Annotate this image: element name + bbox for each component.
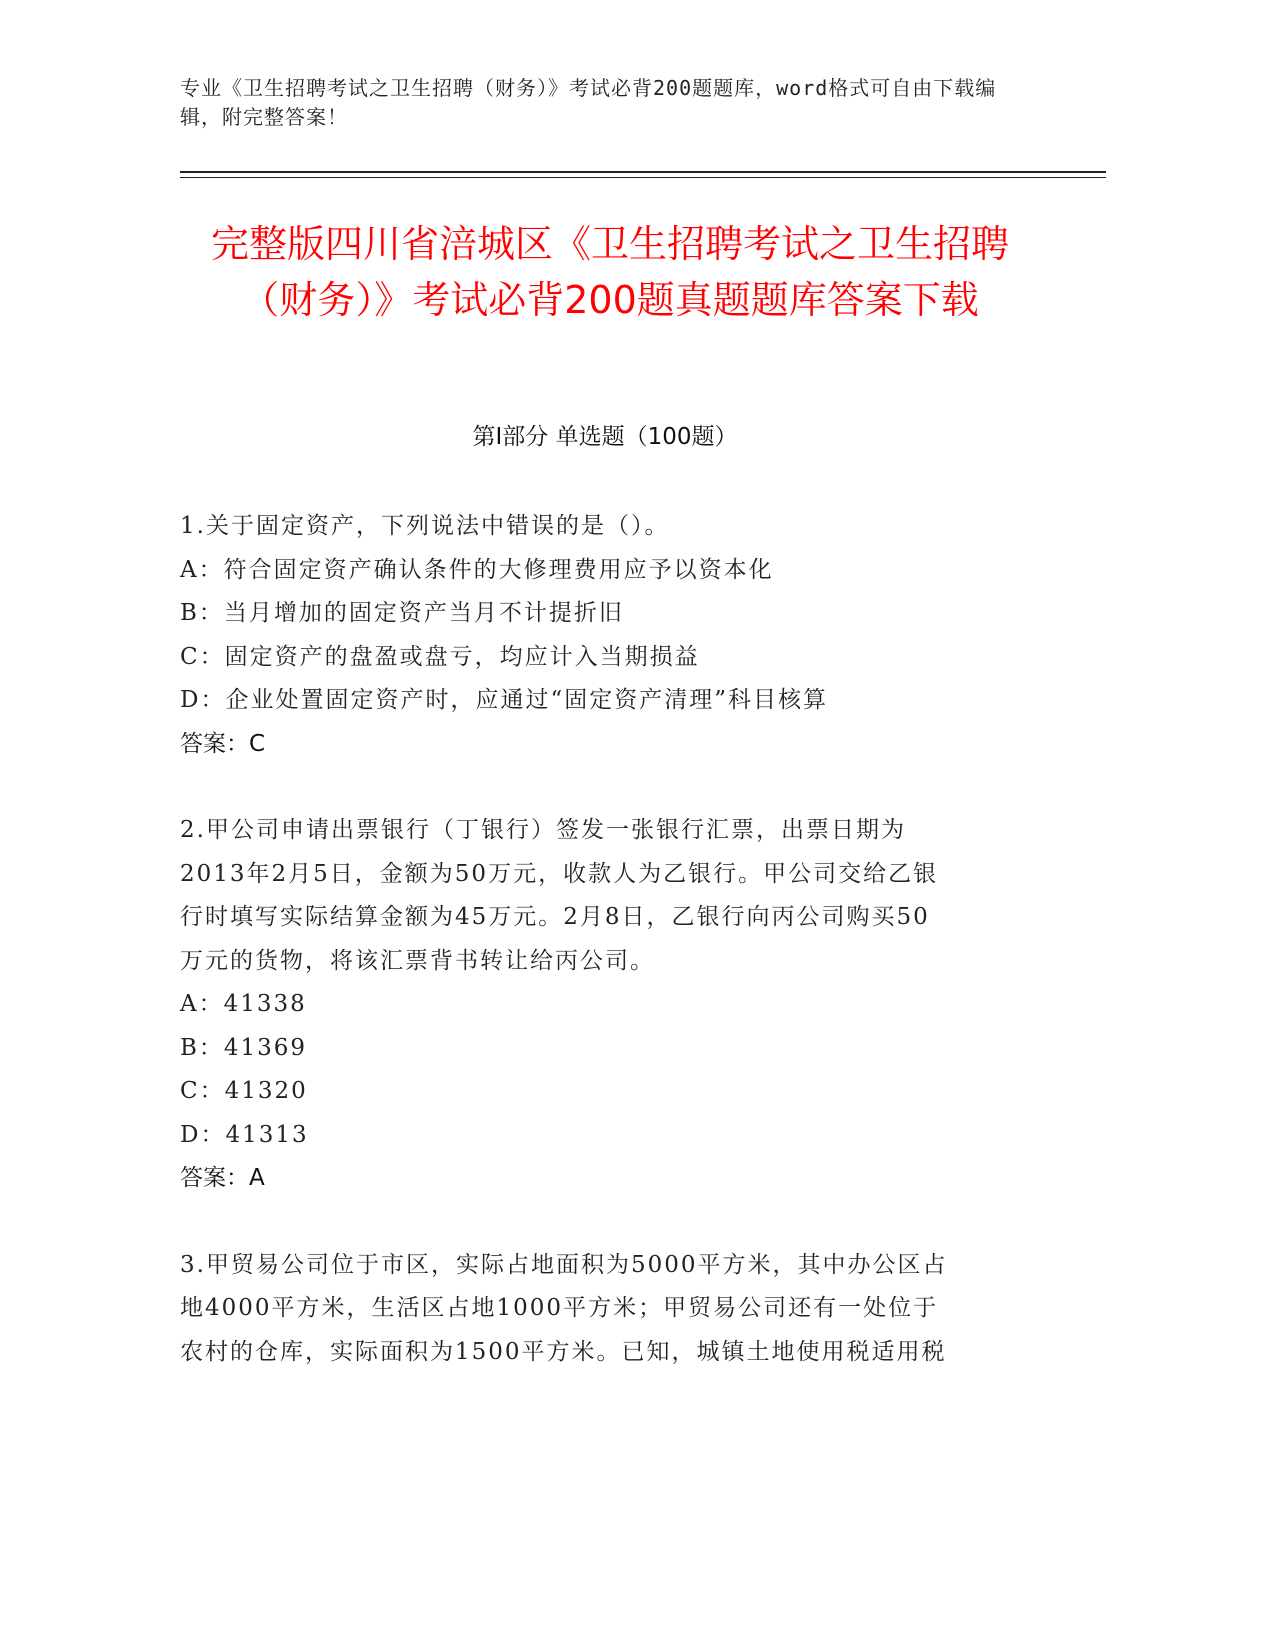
question-2-option-d: D：41313 (180, 1121, 309, 1148)
question-1-option-d: D：企业处置固定资产时，应通过“固定资产清理”科目核算 (180, 687, 828, 713)
question-2-stem-line-3: 行时填写实际结算金额为45万元。2月8日，乙银行向丙公司购买50 (180, 904, 930, 930)
question-2-answer: 答案：A (180, 1165, 265, 1191)
question-2-option-c: C：41320 (180, 1078, 308, 1104)
question-3-stem-line-3: 农村的仓库，实际面积为1500平方米。已知，城镇土地使用税适用税 (180, 1338, 947, 1365)
question-3-stem-line-2: 地4000平方米，生活区占地1000平方米；甲贸易公司还有一处位于 (180, 1295, 939, 1321)
header-rule-thin (180, 177, 1106, 178)
header-note: 专业《卫生招聘考试之卫生招聘（财务）》考试必背200题题库，word格式可自由下载编辑，附完整答案！ (180, 76, 997, 129)
question-1 (180, 505, 1040, 766)
question-2-stem-line-4: 万元的货物，将该汇票背书转让给丙公司。 (180, 947, 655, 974)
question-3 (180, 1244, 1040, 1375)
question-1-option-c: C：固定资产的盘盈或盘亏，均应计入当期损益 (180, 643, 700, 670)
question-1-option-b: B：当月增加的固定资产当月不计提折旧 (180, 600, 624, 626)
document-title: 完整版四川省涪城区《卫生招聘考试之卫生招聘（财务）》考试必背200题真题题库答案下载 (210, 222, 1009, 322)
question-1-answer: 答案：C (180, 730, 266, 757)
header-rule-thick (180, 171, 1106, 173)
question-1-stem: 1.关于固定资产，下列说法中错误的是（）。 (180, 513, 670, 539)
question-1-option-a: A：符合固定资产确认条件的大修理费用应予以资本化 (180, 556, 774, 583)
question-3-stem-line-1: 3.甲贸易公司位于市区，实际占地面积为5000平方米，其中办公区占 (180, 1251, 948, 1278)
section-heading: 第I部分 单选题（100题） (472, 424, 738, 450)
question-list (180, 505, 1040, 1417)
question-2-stem-line-2: 2013年2月5日，金额为50万元，收款人为乙银行。甲公司交给乙银 (180, 860, 939, 887)
question-2-option-b: B：41369 (180, 1034, 308, 1061)
question-2 (180, 809, 1040, 1201)
question-2-option-a: A：41338 (180, 991, 307, 1017)
question-2-stem-line-1: 2.甲公司申请出票银行（丁银行）签发一张银行汇票，出票日期为 (180, 817, 906, 843)
